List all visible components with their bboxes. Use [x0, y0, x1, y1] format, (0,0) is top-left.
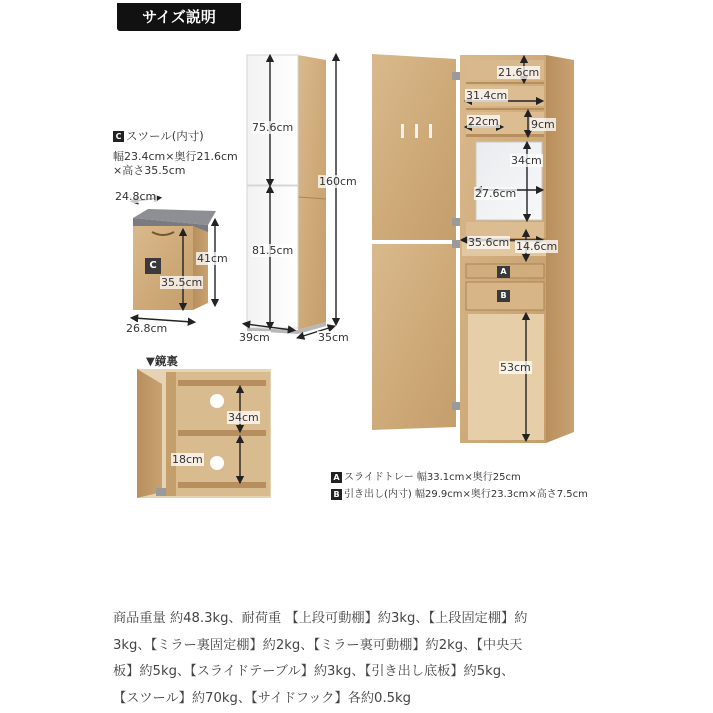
open-dim-14-6: 14.6cm	[516, 240, 558, 253]
closed-cabinet-illustration	[247, 55, 326, 334]
weight-line-4: 【スツール】約70kg、【サイドフック】各約0.5kg	[113, 690, 412, 706]
mirror-back-illustration	[137, 369, 271, 498]
note-slide-tray	[331, 468, 521, 483]
weight-description	[113, 606, 613, 712]
stool-tag-label: C	[145, 258, 161, 274]
open-dim-34: 34cm	[511, 154, 542, 167]
open-dim-53: 53cm	[500, 361, 531, 374]
mirror-back-dim-18: 18cm	[172, 453, 203, 466]
note-tag-a: A	[331, 472, 342, 483]
drawer-tag-b: B	[497, 290, 510, 302]
open-dim-35-6: 35.6cm	[468, 236, 510, 249]
stool-dims-line1: 幅23.4cm×奥行21.6cm	[113, 150, 238, 163]
stool-width-top: 24.8cm	[115, 190, 157, 203]
stool-heading-text: スツール(内寸)	[126, 129, 204, 143]
tray-tag-a: A	[497, 266, 510, 278]
note-drawer	[331, 485, 588, 500]
mirror-back-heading: ▼鏡裏	[146, 354, 178, 368]
stool-heading	[113, 128, 204, 144]
stool-tag: C	[113, 131, 124, 142]
note-tag-b: B	[331, 489, 342, 500]
lower-door-height: 81.5cm	[252, 244, 294, 257]
weight-line-3: 板】約5kg、【スライドテーブル】約3kg、【引き出し底板】約5kg、	[113, 664, 515, 679]
total-height: 160cm	[319, 175, 357, 188]
section-title: サイズ説明	[117, 3, 241, 31]
open-dim-27-6: 27.6cm	[475, 187, 517, 200]
weight-line-1: 商品重量 約48.3kg、耐荷重 【上段可動棚】約3kg、【上段固定棚】約	[113, 611, 528, 626]
weight-line-2: 3kg、【ミラー裏固定棚】約2kg、【ミラー裏可動棚】約2kg、【中央天	[113, 637, 523, 653]
stool-dims-line2: ×高さ35.5cm	[113, 164, 186, 177]
cabinet-depth: 35cm	[318, 331, 349, 344]
open-dim-21-6: 21.6cm	[498, 66, 540, 79]
open-dim-31-4: 31.4cm	[466, 89, 508, 102]
stool-height-inner: 35.5cm	[161, 276, 203, 289]
mirror-back-dim-34: 34cm	[228, 411, 259, 424]
note-text-a: スライドトレー 幅33.1cm×奥行25cm	[344, 472, 521, 483]
cabinet-width: 39cm	[239, 331, 270, 344]
note-text-b: 引き出し(内寸) 幅29.9cm×奥行23.3cm×高さ7.5cm	[344, 489, 588, 500]
upper-door-height: 75.6cm	[252, 121, 294, 134]
open-dim-22: 22cm	[468, 115, 499, 128]
open-dim-9: 9cm	[531, 118, 555, 131]
stool-height-outer: 41cm	[197, 252, 228, 265]
stool-width-bottom: 26.8cm	[126, 322, 168, 335]
